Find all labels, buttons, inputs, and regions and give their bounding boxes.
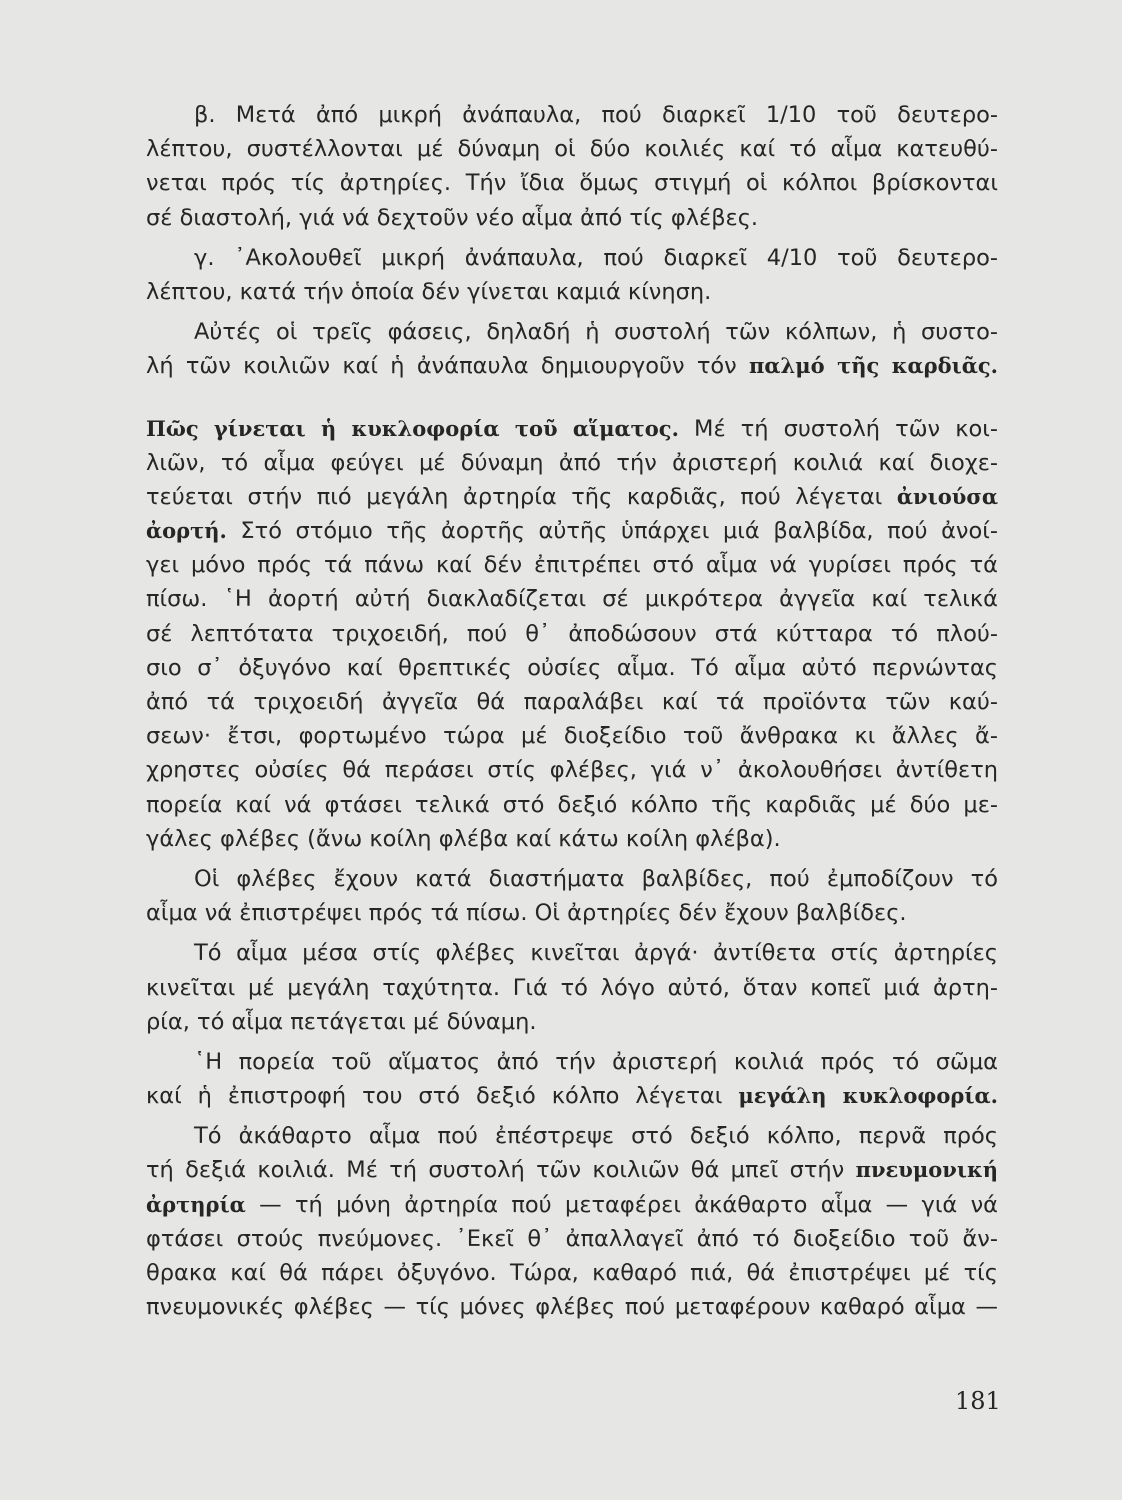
text-line: σέ διαστολή, γιά νά δεχτοῦν νέο αἷμα ἀπό τίς φλέβες. <box>146 204 759 231</box>
text-line: τή δεξιά κοιλιά. Μέ τή συστολή τῶν κοιλιῶν θά μπεῖ στήν πνευμονική <box>146 1157 998 1184</box>
term-ascending: ἀνιούσα <box>896 483 998 509</box>
text-line: ῾Η πορεία τοῦ αἵματος ἀπό τήν ἀριστερή κοιλιά πρός τό σῶμα <box>194 1048 998 1075</box>
text-line: λέπτου, συστέλλονται μέ δύναμη οἱ δύο κοιλιές καί τό αἷμα κατευθύ- <box>146 136 998 163</box>
text-line: ἀορτή. Στό στόμιο τῆς ἀορτῆς αὐτῆς ὑπάρχει μιά βαλβίδα, πού ἀνοί- <box>146 518 998 545</box>
text-line: Τό ἀκάθαρτο αἷμα πού ἐπέστρεψε στό δεξιό κόλπο, περνᾶ πρός <box>194 1123 998 1150</box>
text-line: νεται πρός τίς ἀρτηρίες. Τήν ἴδια ὅμως στιγμή οἱ κόλποι βρίσκονται <box>146 170 998 197</box>
text-line: γάλες φλέβες (ἄνω κοίλη φλέβα καί κάτω κοίλη φλέβα). <box>146 825 781 852</box>
text-line: Τό αἷμα μέσα στίς φλέβες κινεῖται ἀργά· ἀντίθετα στίς ἀρτηρίες <box>194 940 998 967</box>
text-line: αἷμα νά ἐπιστρέψει πρός τά πίσω. Οἱ ἀρτηρίες δέν ἔχουν βαλβίδες. <box>146 900 907 927</box>
text-line: πίσω. ῾Η ἀορτή αὐτή διακλαδίζεται σέ μικρότερα ἀγγεῖα καί τελικά <box>146 586 998 613</box>
term-heart-pulse: παλμό τῆς καρδιᾶς. <box>749 353 998 379</box>
text-line: γει μόνο πρός τά πάνω καί δέν ἐπιτρέπει στό αἷμα νά γυρίσει πρός τά <box>146 552 998 579</box>
term-aorta: ἀορτή. <box>146 518 227 544</box>
text-line: λιῶν, τό αἷμα φεύγει μέ δύναμη ἀπό τήν ἀριστερή κοιλιά καί διοχε- <box>146 449 998 476</box>
body-text <box>146 98 998 1324</box>
section-heading: Πῶς γίνεται ἡ κυκλοφορία τοῦ αἵματος. <box>146 415 679 441</box>
term-pulmonary: πνευμονική <box>855 1157 998 1183</box>
text-line: καί ἡ ἐπιστροφή του στό δεξιό κόλπο λέγεται μεγάλη κυκλοφορία. <box>146 1083 998 1110</box>
text-line: πορεία καί νά φτάσει τελικά στό δεξιό κόλπο τῆς καρδιᾶς μέ δύο με- <box>146 791 998 818</box>
text-line: ἀρτηρία — τή μόνη ἀρτηρία πού μεταφέρει ἀκάθαρτο αἷμα — γιά νά <box>146 1191 998 1218</box>
text-line: θρακα καί θά πάρει ὀξυγόνο. Τώρα, καθαρό πιά, θά ἐπιστρέψει μέ τίς <box>146 1260 998 1286</box>
term-artery: ἀρτηρία <box>146 1191 246 1217</box>
text-line: χρηστες οὐσίες θά περάσει στίς φλέβες, γιά ν᾿ ἀκολουθήσει ἀντίθετη <box>146 757 998 784</box>
text-line: σεων· ἔτσι, φορτωμένο τώρα μέ διοξείδιο τοῦ ἄνθρακα κι ἄλλες ἄ- <box>146 723 998 750</box>
text-line: Αὐτές οἱ τρεῖς φάσεις, δηλαδή ἡ συστολή τῶν κόλπων, ἡ συστο- <box>194 319 998 346</box>
text-line: φτάσει στούς πνεύμονες. ᾿Εκεῖ θ᾿ ἀπαλλαγεῖ ἀπό τό διοξείδιο τοῦ ἄν- <box>146 1225 998 1252</box>
text-line: β. Μετά ἀπό μικρή ἀνάπαυλα, πού διαρκεῖ 1/10 τοῦ δευτερο- <box>194 102 998 128</box>
text-line: κινεῖται μέ μεγάλη ταχύτητα. Γιά τό λόγο αὐτό, ὅταν κοπεῖ μιά ἀρτη- <box>146 974 998 1001</box>
text-line: τεύεται στήν πιό μεγάλη ἀρτηρία τῆς καρδιᾶς, πού λέγεται ἀνιούσα <box>146 483 998 510</box>
text-line: πνευμονικές φλέβες — τίς μόνες φλέβες πού μεταφέρουν καθαρό αἷμα — <box>146 1294 998 1321</box>
page-number: 181 <box>955 1387 1001 1415</box>
text-line: ἀπό τά τριχοειδή ἀγγεῖα θά παραλάβει καί τά προϊόντα τῶν καύ- <box>146 689 998 715</box>
text-line: σέ λεπτότατα τριχοειδή, πού θ᾿ ἀποδώσουν στά κύτταρα τό πλού- <box>146 620 998 647</box>
text-line: ρία, τό αἷμα πετάγεται μέ δύναμη. <box>146 1008 537 1035</box>
text-line: λέπτου, κατά τήν ὁποία δέν γίνεται καμιά κίνηση. <box>146 278 712 305</box>
text-line: Πῶς γίνεται ἡ κυκλοφορία τοῦ αἵματος. Μέ τή συστολή τῶν κοι- <box>146 415 998 442</box>
term-major-circulation: μεγάλη κυκλοφορία. <box>738 1083 998 1109</box>
text-line: γ. ᾿Ακολουθεῖ μικρή ἀνάπαυλα, πού διαρκεῖ 4/10 τοῦ δευτερο- <box>194 244 998 271</box>
text-line: Οἱ φλέβες ἔχουν κατά διαστήματα βαλβίδες, πού ἐμποδίζουν τό <box>194 865 998 892</box>
text-line: σιο σ᾿ ὀξυγόνο καί θρεπτικές οὐσίες αἷμα. Τό αἷμα αὐτό περνώντας <box>146 654 998 681</box>
text-line: λή τῶν κοιλιῶν καί ἡ ἀνάπαυλα δημιουργοῦν τόν παλμό τῆς καρδιᾶς. <box>146 353 998 380</box>
